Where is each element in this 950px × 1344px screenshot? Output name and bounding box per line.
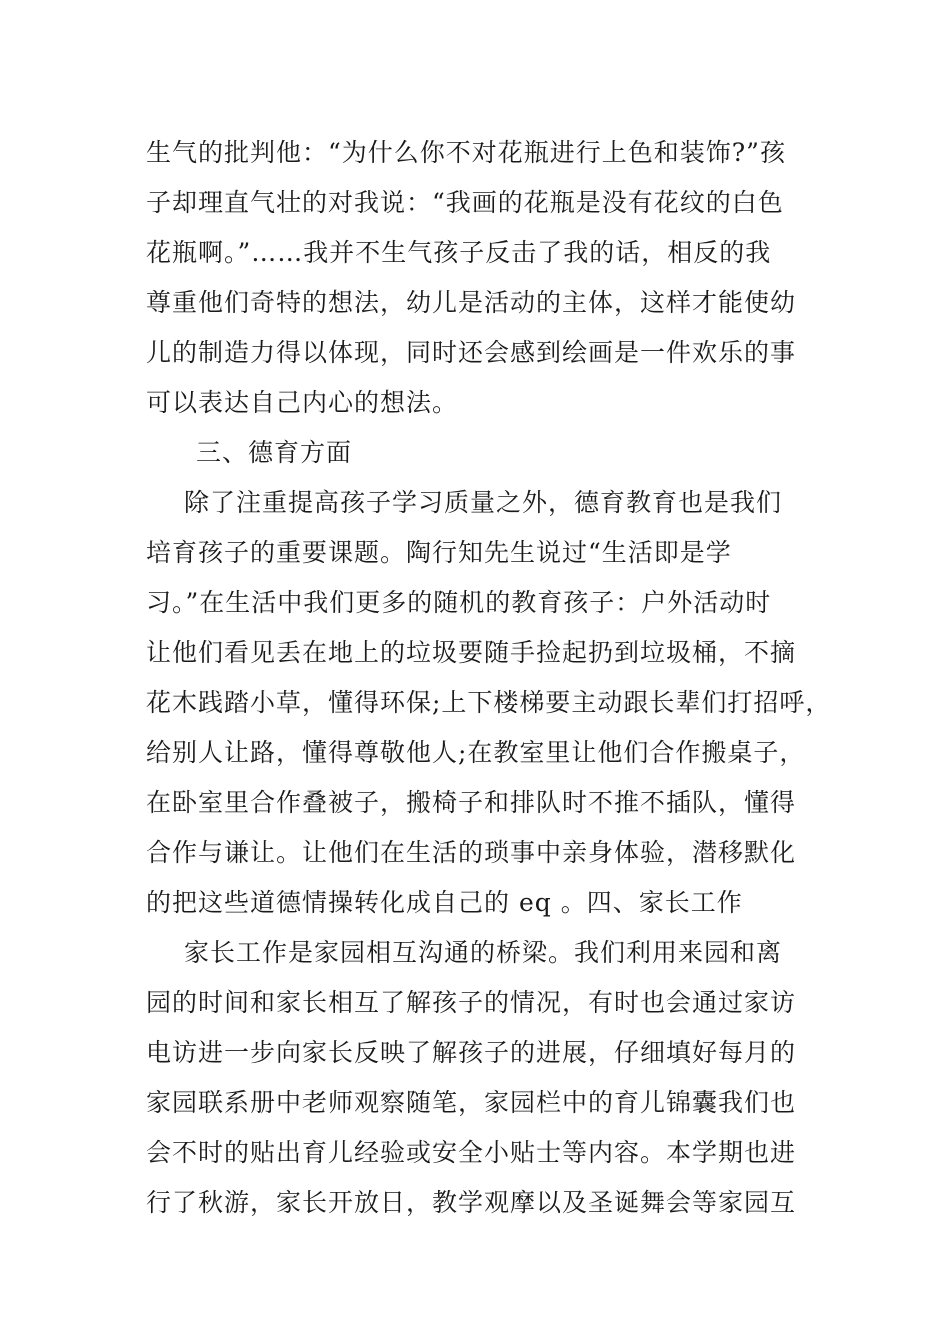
paragraph-line: 家园联系册中老师观察随笔，家园栏中的育儿锦囊我们也 [146,1088,797,1117]
paragraph-line: 给别人让路，懂得尊敬他人;在教室里让他们合作搬桌子， [146,738,806,767]
section-heading: 三、德育方面 [196,438,353,467]
paragraph-line: 行了秋游，家长开放日，教学观摩以及圣诞舞会等家园互 [146,1188,797,1217]
paragraph-line: 的把这些道德情操转化成自己的 eq 。四、家长工作 [146,888,743,917]
paragraph-line: 尊重他们奇特的想法，幼儿是活动的主体，这样才能使幼 [146,288,797,317]
paragraph-line: 园的时间和家长相互了解孩子的情况，有时也会通过家访 [146,988,797,1017]
paragraph-line: 子却理直气壮的对我说：“我画的花瓶是没有花纹的白色 [146,188,784,217]
paragraph-line: 培育孩子的重要课题。陶行知先生说过“生活即是学 [146,538,732,567]
paragraph-line: 习。”在生活中我们更多的随机的教育孩子：户外活动时 [146,588,772,617]
paragraph-line: 花木践踏小草，懂得环保;上下楼梯要主动跟长辈们打招呼， [146,688,832,717]
paragraph-first-line: 家长工作是家园相互沟通的桥梁。我们利用来园和离 [184,938,783,967]
document-body [146,128,836,1228]
paragraph-line: 生气的批判他：“为什么你不对花瓶进行上色和装饰?”孩 [146,138,786,167]
paragraph-line: 让他们看见丢在地上的垃圾要随手捡起扔到垃圾桶，不摘 [146,638,797,667]
paragraph-line: 电访进一步向家长反映了解孩子的进展，仔细填好每月的 [146,1038,797,1067]
paragraph-first-line: 除了注重提高孩子学习质量之外，德育教育也是我们 [184,488,783,517]
paragraph-line: 在卧室里合作叠被子，搬椅子和排队时不推不插队，懂得 [146,788,797,817]
paragraph-line: 儿的制造力得以体现，同时还会感到绘画是一件欢乐的事 [146,338,797,367]
paragraph-line: 可以表达自己内心的想法。 [146,388,459,417]
paragraph-line: 会不时的贴出育儿经验或安全小贴士等内容。本学期也进 [146,1138,797,1167]
paragraph-line: 花瓶啊。”……我并不生气孩子反击了我的话，相反的我 [146,238,772,267]
paragraph-line: 合作与谦让。让他们在生活的琐事中亲身体验，潜移默化 [146,838,797,867]
